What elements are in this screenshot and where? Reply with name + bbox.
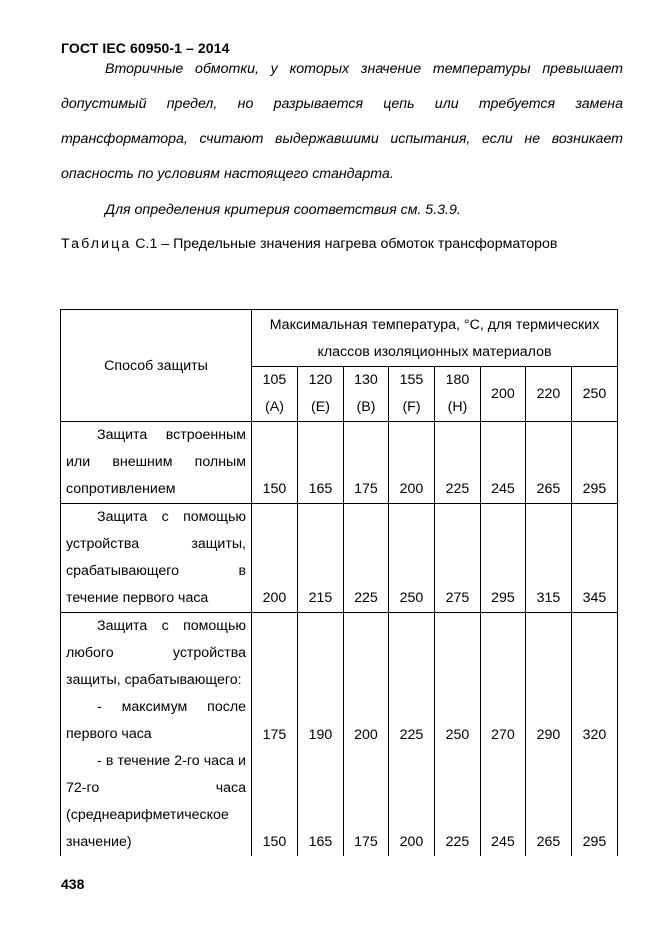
value-cell [298,613,344,857]
value-cell: 150 [252,422,298,504]
value-cell: 215 [298,504,344,613]
class-letter: (A) [265,399,284,415]
class-letter: (H) [447,399,468,415]
class-header-220: 220 [526,367,572,422]
paragraph-criteria [61,193,623,228]
value-average: 295 [582,834,607,850]
class-temp: 105 [262,372,287,388]
table-header-row [61,310,618,367]
paragraph-text: Для определения критерия соответствия см. 5.3.9. [105,202,461,218]
value-cell: 295 [481,504,526,613]
method-text: Защита с помощью устройства защиты, срабатывающего в течение первого часа [66,509,246,606]
value-cell: 275 [435,504,481,613]
temperature-limits-table [60,309,618,856]
value-average: 175 [354,834,378,850]
value-max: 190 [308,727,333,743]
method-intro-text: Защита с помощью любого устройства защиты, срабатывающего: [66,618,246,688]
value-cell [252,613,298,857]
method-sub-average: - в течение 2-го часа и 72-го часа (среднеарифметическое значение) [66,753,246,850]
class-header-130 [344,367,389,422]
value-average: 265 [536,834,561,850]
table-caption [61,227,623,262]
value-average: 150 [262,834,287,850]
class-header-155 [389,367,435,422]
value-cell: 200 [252,504,298,613]
class-header-250: 250 [572,367,618,422]
value-cell: 345 [572,504,618,613]
value-average: 225 [445,834,470,850]
value-cell [526,613,572,857]
value-max: 250 [445,727,470,743]
paragraph-secondary-windings [61,52,623,192]
class-letter: (E) [311,399,330,415]
value-max: 225 [399,727,424,743]
class-temp: 155 [399,372,424,388]
class-temp: 130 [354,372,378,388]
column-header-temperature: Максимальная температура, °С, для термических классов изоляционных материалов [252,310,618,367]
page-number: 438 [61,876,85,892]
table-caption-label: Таблица [61,236,132,252]
class-temp: 180 [445,372,470,388]
value-max: 290 [536,727,561,743]
value-max: 200 [354,727,378,743]
row-method-first-hour [61,504,252,613]
paragraph-text: Вторичные обмотки, у которых значение температуры превышает допустимый предел, но разрывается цепь или требуется замена трансформатора, считают выдержавшими испытания, если не возникает опасность по условиям настоящего стандарта. [61,61,623,182]
class-letter: (F) [402,399,421,415]
value-cell: 265 [526,422,572,504]
class-letter: (B) [356,399,376,415]
value-cell [572,613,618,857]
value-average: 165 [308,834,333,850]
value-max: 270 [491,727,515,743]
table-row [61,613,618,857]
value-cell: 295 [572,422,618,504]
value-cell [344,613,389,857]
value-cell: 225 [435,422,481,504]
table-row [61,422,618,504]
table-row [61,504,618,613]
class-temp: 120 [308,372,333,388]
value-cell: 165 [298,422,344,504]
value-cell: 225 [344,504,389,613]
row-method-impedance [61,422,252,504]
class-header-180 [435,367,481,422]
value-cell: 175 [344,422,389,504]
value-cell [389,613,435,857]
value-cell: 315 [526,504,572,613]
class-header-120 [298,367,344,422]
document-header: ГОСТ IEC 60950-1 – 2014 [61,40,230,56]
value-cell: 245 [481,422,526,504]
row-method-any-device [61,613,252,857]
value-average: 200 [399,834,424,850]
value-max: 320 [582,727,607,743]
table-caption-text: С.1 – Предельные значения нагрева обмоток трансформаторов [135,236,558,252]
value-cell [435,613,481,857]
method-text: Защита встроенным или внешним полным сопротивлением [66,427,246,497]
value-max: 175 [262,727,287,743]
class-header-200: 200 [481,367,526,422]
column-header-method: Способ защиты [61,310,252,422]
value-average: 245 [491,834,515,850]
class-header-105 [252,367,298,422]
method-sub-first-hour: - максимум после первого часа [66,699,246,742]
value-cell [481,613,526,857]
value-cell: 250 [389,504,435,613]
value-cell: 200 [389,422,435,504]
